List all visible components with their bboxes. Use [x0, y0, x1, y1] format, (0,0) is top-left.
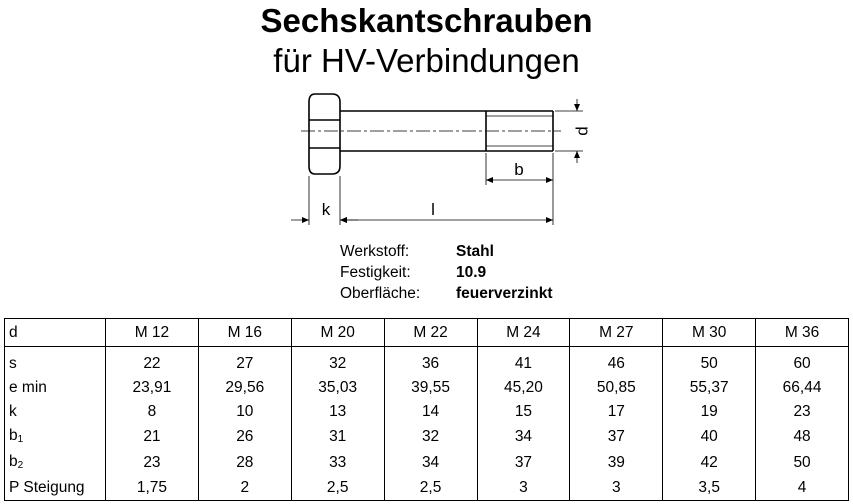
- table-cell: 60: [756, 352, 849, 376]
- dimensions-table: [4, 318, 849, 501]
- header-cell-size: M 22: [384, 319, 477, 347]
- bolt-drawing: [285, 85, 595, 235]
- header-cell-size: M 16: [198, 319, 291, 347]
- table-cell: 13: [291, 400, 384, 424]
- table-cell: 31: [291, 424, 384, 450]
- table-cell: 39: [570, 450, 663, 476]
- row-label-text: k: [9, 403, 17, 420]
- table-cell: 14: [384, 400, 477, 424]
- row-label-text: s: [9, 355, 17, 372]
- row-label: [5, 476, 106, 501]
- table-cell: 28: [198, 450, 291, 476]
- label-b: b: [514, 160, 524, 179]
- table-cell: 66,44: [756, 376, 849, 400]
- table-cell: 55,37: [663, 376, 756, 400]
- table-cell: 3: [570, 476, 663, 501]
- row-label-text: b: [9, 427, 18, 444]
- table-cell: 35,03: [291, 376, 384, 400]
- property-row: [340, 262, 552, 283]
- table-cell: 34: [384, 450, 477, 476]
- row-label: [5, 352, 106, 376]
- table-cell: 10: [198, 400, 291, 424]
- table-cell: 40: [663, 424, 756, 450]
- table-cell: 39,55: [384, 376, 477, 400]
- table-cell: 23,91: [106, 376, 199, 400]
- table-cell: 23: [756, 400, 849, 424]
- table-cell: 23: [106, 450, 199, 476]
- label-k: k: [321, 200, 331, 219]
- table-cell: 46: [570, 352, 663, 376]
- dimension-lines: [291, 99, 583, 225]
- material-properties: [340, 241, 552, 304]
- table-cell: 50: [756, 450, 849, 476]
- table-cell: 37: [570, 424, 663, 450]
- table-cell: 26: [198, 424, 291, 450]
- row-label-subscript: 1: [17, 434, 24, 445]
- table-cell: 32: [384, 424, 477, 450]
- table-cell: 37: [477, 450, 570, 476]
- property-value: 10.9: [456, 264, 487, 281]
- header-cell-size: M 36: [756, 319, 849, 347]
- table-cell: 2: [198, 476, 291, 501]
- table-cell: 2,5: [384, 476, 477, 501]
- row-label-text: b: [9, 453, 18, 470]
- table-cell: 27: [198, 352, 291, 376]
- table-cell: 33: [291, 450, 384, 476]
- header-cell-size: M 27: [570, 319, 663, 347]
- table-row: [5, 476, 849, 501]
- table-row: [5, 450, 849, 476]
- table-cell: 1,75: [106, 476, 199, 501]
- table-cell: 32: [291, 352, 384, 376]
- table-cell: 3,5: [663, 476, 756, 501]
- page-subtitle: für HV-Verbindungen: [273, 42, 580, 79]
- table-cell: 2,5: [291, 476, 384, 501]
- table-cell: 50,85: [570, 376, 663, 400]
- table-cell: 15: [477, 400, 570, 424]
- label-l: l: [431, 200, 435, 219]
- page-title: Sechskantschrauben: [260, 2, 593, 39]
- table-cell: 36: [384, 352, 477, 376]
- table-row: [5, 352, 849, 376]
- table-cell: 4: [756, 476, 849, 501]
- header-cell-size: M 20: [291, 319, 384, 347]
- table-cell: 22: [106, 352, 199, 376]
- property-row: [340, 283, 552, 304]
- table-header-row: [5, 319, 849, 347]
- row-label: [5, 450, 106, 476]
- table-cell: 34: [477, 424, 570, 450]
- table-cell: 19: [663, 400, 756, 424]
- table-row: [5, 424, 849, 450]
- table-cell: 29,56: [198, 376, 291, 400]
- row-label-text: e min: [9, 379, 47, 396]
- header-cell-size: M 30: [663, 319, 756, 347]
- table-cell: 41: [477, 352, 570, 376]
- table-cell: 3: [477, 476, 570, 501]
- row-label-subscript: 2: [17, 460, 24, 471]
- table-cell: 17: [570, 400, 663, 424]
- property-value: Stahl: [456, 243, 494, 260]
- table-row: [5, 376, 849, 400]
- table-cell: 48: [756, 424, 849, 450]
- property-row: [340, 241, 552, 262]
- row-label: [5, 400, 106, 424]
- row-label: [5, 376, 106, 400]
- table-row: [5, 400, 849, 424]
- row-label: [5, 424, 106, 450]
- header-cell-d: d: [5, 319, 106, 347]
- label-d: d: [572, 126, 592, 136]
- table-cell: 50: [663, 352, 756, 376]
- row-label-text: P Steigung: [9, 479, 85, 496]
- table-cell: 45,20: [477, 376, 570, 400]
- property-label: Oberfläche:: [340, 285, 421, 302]
- property-label: Festigkeit:: [340, 264, 411, 281]
- header-cell-size: M 24: [477, 319, 570, 347]
- header-cell-size: M 12: [106, 319, 199, 347]
- dimensions-table-body: [5, 319, 849, 501]
- property-label: Werkstoff:: [340, 243, 410, 260]
- table-cell: 42: [663, 450, 756, 476]
- table-cell: 8: [106, 400, 199, 424]
- table-cell: 21: [106, 424, 199, 450]
- property-value: feuerverzinkt: [456, 285, 553, 302]
